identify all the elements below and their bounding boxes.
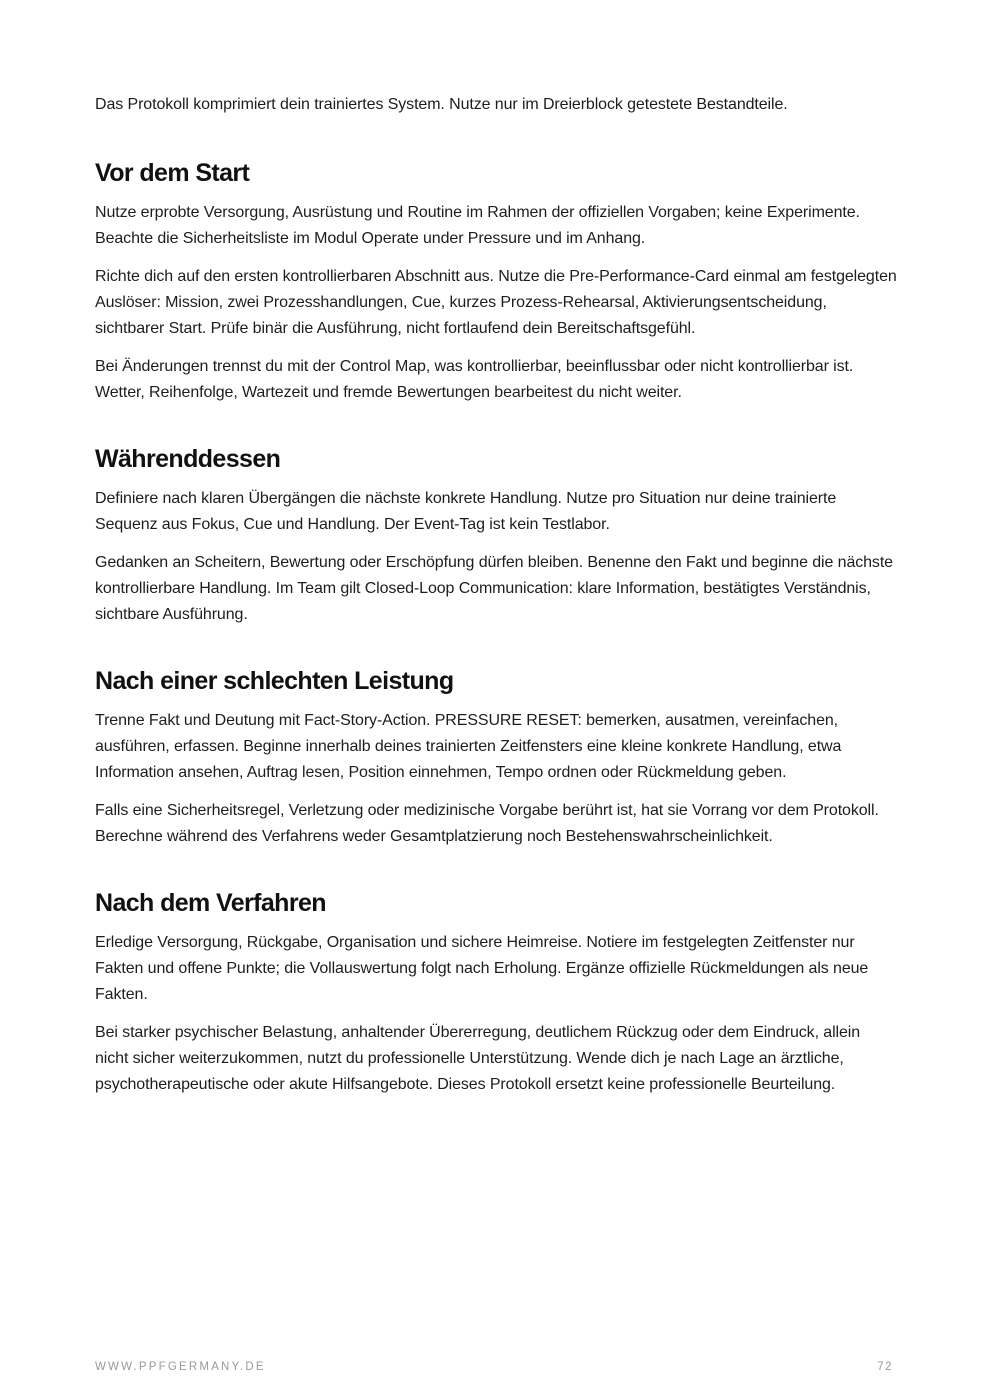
paragraph: Trenne Fakt und Deutung mit Fact-Story-Action. PRESSURE RESET: bemerken, ausatmen, vereinfachen, ausführen, erfassen. Beginne innerhalb deines trainierten Zeitfensters eine kleine konkrete Handlung, etwa Information ansehen, Auftrag lesen, Position einnehmen, Tempo ordnen oder Rückmeldung geben. [95, 712, 842, 781]
paragraph: Bei Änderungen trennst du mit der Control Map, was kontrollierbar, beeinflussbar oder nicht kontrollierbar ist. Wetter, Reihenfolge, Wartezeit und fremde Bewertungen bearbeitest du nicht weiter. [95, 358, 854, 401]
section-nach-dem-verfahren [95, 886, 897, 1098]
section-vor-dem-start [95, 156, 897, 406]
section-nach-schlechter-leistung [95, 664, 897, 850]
paragraph: Falls eine Sicherheitsregel, Verletzung oder medizinische Vorgabe berührt ist, hat sie Vorrang vor dem Protokoll. Berechne während des Verfahrens weder Gesamtplatzierung noch Bestehenswahrscheinlichkeit. [95, 802, 879, 845]
section-heading: Währenddessen [95, 445, 281, 473]
paragraph: Bei starker psychischer Belastung, anhaltender Übererregung, deutlichem Rückzug oder dem Eindruck, allein nicht sicher weiterzukommen, nutzt du professionelle Unterstützung. Wende dich je nach Lage an ärztliche, psychotherapeutische oder akute Hilfsangebote. Dieses Protokoll ersetzt keine professionelle Beurteilung. [95, 1024, 861, 1093]
section-heading: Nach einer schlechten Leistung [95, 667, 454, 695]
section-heading: Nach dem Verfahren [95, 889, 326, 917]
page-content [95, 92, 897, 1134]
paragraph: Erledige Versorgung, Rückgabe, Organisation und sichere Heimreise. Notiere im festgelegten Zeitfenster nur Fakten und offene Punkte; die Vollauswertung folgt nach Erholung. Ergänze offizielle Rückmeldungen als neue Fakten. [95, 934, 869, 1003]
paragraph: Richte dich auf den ersten kontrollierbaren Abschnitt aus. Nutze die Pre-Performance-Card einmal am festgelegten Auslöser: Mission, zwei Prozesshandlungen, Cue, kurzes Prozess-Rehearsal, Aktivierungsentscheidung, sichtbarer Start. Prüfe binär die Ausführung, nicht fortlaufend dein Bereitschaftsgefühl. [95, 268, 897, 337]
intro-paragraph: Das Protokoll komprimiert dein trainiertes System. Nutze nur im Dreierblock getestete Bestandteile. [95, 96, 788, 113]
footer-website-url: WWW.PPFGERMANY.DE [95, 1361, 266, 1373]
paragraph: Nutze erprobte Versorgung, Ausrüstung und Routine im Rahmen der offiziellen Vorgaben; keine Experimente. Beachte die Sicherheitsliste im Modul Operate under Pressure und im Anhang. [95, 204, 860, 247]
section-heading: Vor dem Start [95, 159, 250, 187]
section-waehrenddessen [95, 442, 897, 628]
paragraph: Definiere nach klaren Übergängen die nächste konkrete Handlung. Nutze pro Situation nur deine trainierte Sequenz aus Fokus, Cue und Handlung. Der Event-Tag ist kein Testlabor. [95, 490, 837, 533]
page-number: 72 [877, 1361, 893, 1373]
paragraph: Gedanken an Scheitern, Bewertung oder Erschöpfung dürfen bleiben. Benenne den Fakt und beginne die nächste kontrollierbare Handlung. Im Team gilt Closed-Loop Communication: klare Information, bestätigtes Verständnis, sichtbare Ausführung. [95, 554, 893, 623]
